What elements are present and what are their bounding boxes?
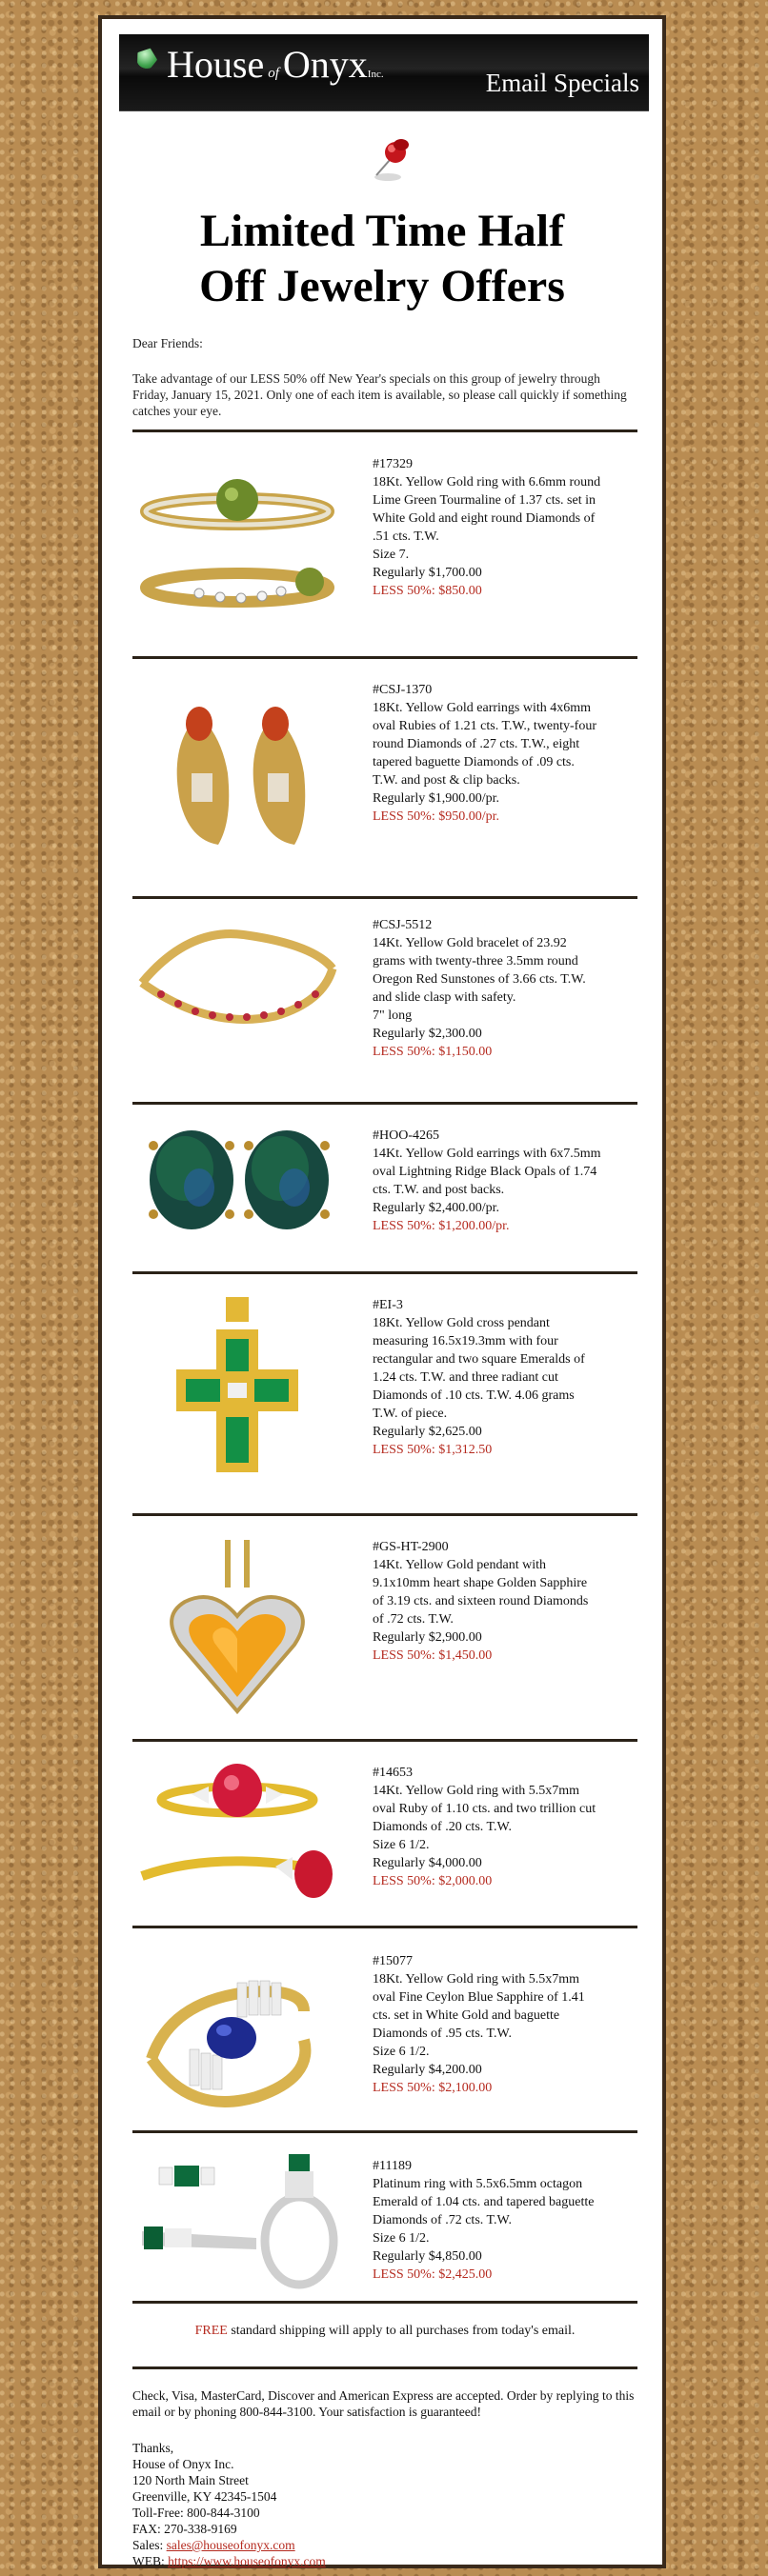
emerald-ring-image[interactable] xyxy=(132,2150,342,2293)
street-address: 120 North Main Street xyxy=(132,2473,249,2487)
divider xyxy=(132,1513,637,1516)
tourmaline-ring-image[interactable] xyxy=(132,454,342,626)
product-9-text xyxy=(373,2157,601,2284)
page-title xyxy=(104,204,660,314)
product-regular-price: Regularly $2,300.00 xyxy=(373,1027,482,1041)
product-sku: #14653 xyxy=(373,1766,413,1780)
emerald-cross-image[interactable] xyxy=(132,1297,342,1478)
product-sku: #15077 xyxy=(373,1954,413,1968)
product-sku: #17329 xyxy=(373,457,413,471)
product-description: 18Kt. Yellow Gold ring with 5.5x7mm oval Fine Ceylon Blue Sapphire of 1.41 cts. set in White Gold and baguette Diamonds of .95 cts. T.W. xyxy=(373,1972,585,2041)
pushpin-icon xyxy=(367,133,414,185)
opal-earrings-image[interactable] xyxy=(132,1121,342,1240)
product-description: 18Kt. Yellow Gold ring with 6.6mm round Lime Green Tourmaline of 1.37 cts. set in White Gold and eight round Diamonds of .51 cts. T.W. xyxy=(373,475,601,544)
website-link[interactable]: https://www.houseofonyx.com xyxy=(168,2554,326,2568)
product-description: 14Kt. Yellow Gold ring with 5.5x7mm oval Ruby of 1.10 cts. and two trillion cut Diamonds of .20 cts. T.W. xyxy=(373,1784,596,1834)
divider xyxy=(132,1271,637,1274)
product-sku: #GS-HT-2900 xyxy=(373,1540,449,1554)
product-regular-price: Regularly $2,625.00 xyxy=(373,1425,482,1439)
product-3-text xyxy=(373,916,601,1061)
product-8-text xyxy=(373,1952,601,2097)
product-description: 18Kt. Yellow Gold cross pendant measuring 16.5x19.3mm with four rectangular and two square Emeralds of 1.24 cts. T.W. and three radiant cut Diamonds of .10 cts. T.W. 4.06 grams T.W. of piece. xyxy=(373,1316,585,1421)
product-sale-price: LESS 50%: $1,150.00 xyxy=(373,1045,493,1059)
sales-email-link[interactable]: sales@houseofonyx.com xyxy=(166,2538,295,2552)
product-size: Size 6 1/2. xyxy=(373,2231,430,2246)
product-sale-price: LESS 50%: $1,450.00 xyxy=(373,1648,493,1663)
product-1-text xyxy=(373,455,601,600)
product-sale-price: LESS 50%: $1,312.50 xyxy=(373,1443,493,1457)
sales-line xyxy=(132,2537,637,2553)
product-sku: #EI-3 xyxy=(373,1298,403,1312)
title-line-2: Off Jewelry Offers xyxy=(199,261,565,311)
product-size: Size 7. xyxy=(373,548,410,562)
product-regular-price: Regularly $1,900.00/pr. xyxy=(373,791,499,806)
title-line-1: Limited Time Half xyxy=(199,206,565,256)
product-regular-price: Regularly $4,200.00 xyxy=(373,2063,482,2077)
product-sale-price: LESS 50%: $2,425.00 xyxy=(373,2267,493,2282)
divider xyxy=(132,896,637,899)
divider xyxy=(132,2301,637,2304)
product-description: 14Kt. Yellow Gold bracelet of 23.92 grams with twenty-three 3.5mm round Oregon Red Sunstones of 3.66 cts. T.W. and slide clasp with safety. xyxy=(373,936,586,1005)
divider xyxy=(132,1102,637,1105)
brand-main: House xyxy=(167,43,265,86)
web-line xyxy=(132,2553,637,2569)
product-description: Platinum ring with 5.5x6.5mm octagon Emerald of 1.04 cts. and tapered baguette Diamonds of .72 cts. T.W. xyxy=(373,2177,595,2227)
payment-info: Check, Visa, MasterCard, Discover and American Express are accepted. Order by replying to this email or by phoning 800-844-3100. Your satisfaction is guaranteed! xyxy=(132,2388,635,2419)
sapphire-ring-image[interactable] xyxy=(132,1954,342,2126)
product-sku: #11189 xyxy=(373,2159,412,2173)
thanks-line: Thanks, xyxy=(132,2441,174,2455)
intro-text: Take advantage of our LESS 50% off New Year's specials on this group of jewelry through Friday, January 15, 2021. Only one of each item is available, so please call quickly if something catches your eye. xyxy=(132,371,627,418)
divider xyxy=(132,1926,637,1928)
product-description: 14Kt. Yellow Gold earrings with 6x7.5mm oval Lightning Ridge Black Opals of 1.74 cts. T.W. and post backs. xyxy=(373,1147,601,1197)
sapphire-heart-image[interactable] xyxy=(132,1540,342,1716)
divider xyxy=(132,656,637,659)
sunstone-bracelet-image[interactable] xyxy=(132,916,342,1035)
fax-number: FAX: 270-338-9169 xyxy=(132,2522,237,2536)
ruby-earrings-image[interactable] xyxy=(132,688,342,859)
product-4-text xyxy=(373,1127,601,1235)
product-regular-price: Regularly $1,700.00 xyxy=(373,566,482,580)
brand-inc: Inc. xyxy=(367,69,384,80)
divider xyxy=(132,1739,637,1742)
shipping-text: standard shipping will apply to all purchases from today's email. xyxy=(227,2324,576,2338)
ruby-ring-image[interactable] xyxy=(132,1762,342,1914)
product-sale-price: LESS 50%: $950.00/pr. xyxy=(373,809,500,824)
signoff xyxy=(132,2440,637,2569)
product-regular-price: Regularly $2,400.00/pr. xyxy=(373,1201,499,1215)
product-regular-price: Regularly $4,000.00 xyxy=(373,1856,482,1870)
product-size: 7" long xyxy=(373,1008,413,1023)
product-6-text xyxy=(373,1538,601,1665)
product-description: 18Kt. Yellow Gold earrings with 4x6mm oval Rubies of 1.21 cts. T.W., twenty-four round Diamonds of .27 cts. T.W., eight tapered baguette Diamonds of .09 cts. T.W. and post & clip backs. xyxy=(373,701,596,788)
product-sale-price: LESS 50%: $1,200.00/pr. xyxy=(373,1219,510,1233)
product-7-text xyxy=(373,1764,601,1890)
product-size: Size 6 1/2. xyxy=(373,2045,430,2059)
free-label: FREE xyxy=(194,2324,228,2338)
email-frame xyxy=(98,15,666,2568)
city-address: Greenville, KY 42345-1504 xyxy=(132,2489,277,2504)
sales-label: Sales: xyxy=(132,2538,167,2552)
header-tagline: Email Specials xyxy=(485,69,639,97)
brand-logo[interactable] xyxy=(167,43,384,86)
web-label: WEB: xyxy=(132,2554,169,2568)
greeting: Dear Friends: xyxy=(132,336,203,350)
divider xyxy=(132,429,637,432)
product-sale-price: LESS 50%: $2,100.00 xyxy=(373,2081,493,2095)
divider xyxy=(132,2130,637,2133)
product-sale-price: LESS 50%: $2,000.00 xyxy=(373,1874,493,1888)
product-sku: #CSJ-1370 xyxy=(373,683,433,697)
header-banner xyxy=(119,34,649,111)
product-2-text xyxy=(373,681,601,826)
brand-of: of xyxy=(268,66,279,81)
product-regular-price: Regularly $2,900.00 xyxy=(373,1630,482,1645)
shipping-note xyxy=(132,2324,637,2339)
email-body xyxy=(102,19,662,2568)
product-sku: #CSJ-5512 xyxy=(373,918,433,932)
product-5-text xyxy=(373,1296,601,1459)
product-regular-price: Regularly $4,850.00 xyxy=(373,2249,482,2264)
product-sale-price: LESS 50%: $850.00 xyxy=(373,584,482,598)
divider xyxy=(132,2366,637,2369)
product-description: 14Kt. Yellow Gold pendant with 9.1x10mm heart shape Golden Sapphire of 3.19 cts. and sixteen round Diamonds of .72 cts. T.W. xyxy=(373,1558,589,1627)
brand-second: Onyx xyxy=(282,43,368,86)
product-sku: #HOO-4265 xyxy=(373,1128,439,1143)
gem-logo-icon xyxy=(133,45,160,71)
company-name: House of Onyx Inc. xyxy=(132,2457,234,2471)
toll-free-phone: Toll-Free: 800-844-3100 xyxy=(132,2506,260,2520)
product-size: Size 6 1/2. xyxy=(373,1838,430,1852)
